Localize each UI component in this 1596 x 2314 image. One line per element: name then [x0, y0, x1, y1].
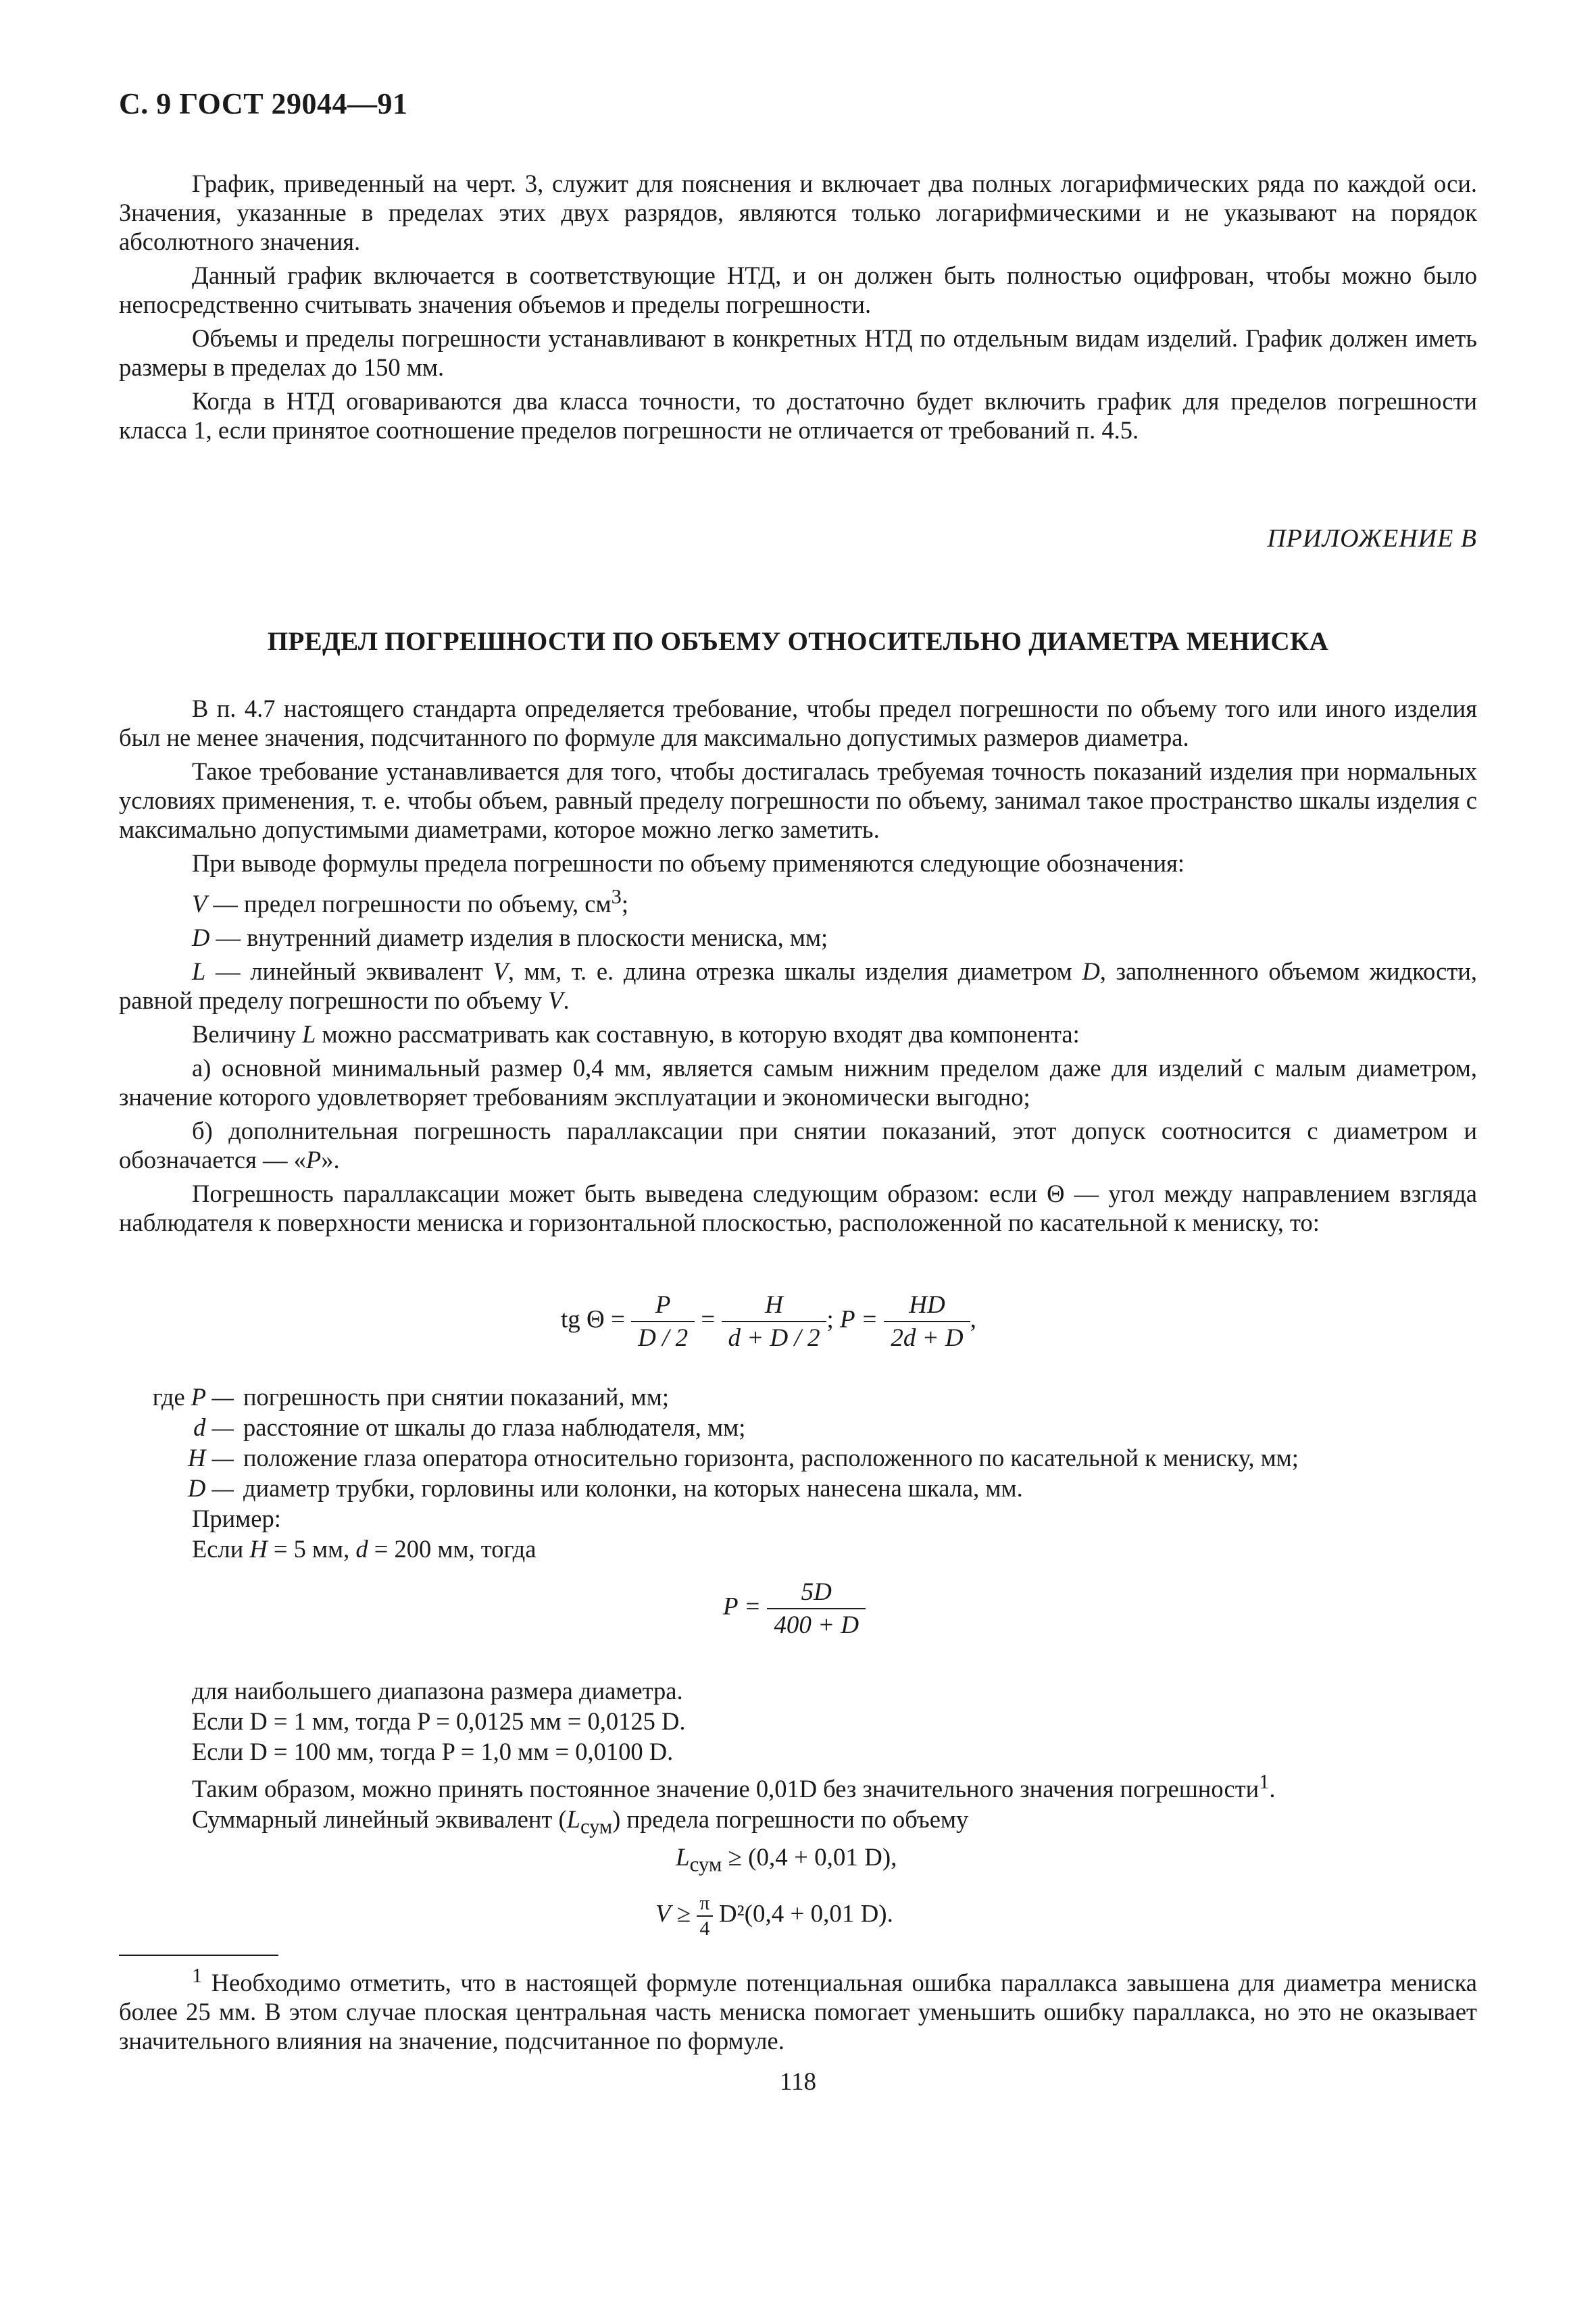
intro-section — [119, 169, 1477, 449]
where-row: где P — погрешность при снятии показаний, мм; — [152, 1383, 669, 1411]
formula-parallax: tg Θ = $\frac{P}{D / 2}$ = $\frac{H}{d + D / 2}$ ; P = $\frac{HD}{2d + D}$ , — [561, 1291, 976, 1352]
where-list — [119, 1382, 1477, 1564]
where-row: d — расстояние от шкалы до глаза наблюдателя, мм; — [193, 1413, 746, 1441]
result-line: Суммарный линейный эквивалент $(L_{сум})$ предела погрешности по объему — [192, 1805, 969, 1838]
results — [192, 1676, 1476, 1842]
body-section — [119, 694, 1477, 1242]
paragraph: Данный график включается в соответствующие НТД, и он должен быть полностью оцифрован, чтобы можно было непосредственно считывать значения объемов и пределы погрешности. — [119, 261, 1477, 318]
page-header: С. 9 ГОСТ 29044—91 — [119, 87, 408, 120]
where-row: D — диаметр трубки, горловины или колонки, на которых нанесена шкала, мм. — [188, 1474, 1023, 1502]
paragraph: Погрешность параллаксации может быть выведена следующим образом: если Θ — угол между направлением взгляда наблюдателя к поверхности мениска и горизонтальной плоскостью, расположенной по касательной к мениску, то: — [119, 1180, 1477, 1237]
paragraph: Когда в НТД оговариваются два класса точности, то достаточно будет включить график для пределов погрешности класса 1, если принятое соотношение пределов погрешности не отличается от требований п. 4.5. — [119, 387, 1477, 444]
example-condition: Если H = 5 мм, d = 200 мм, тогда — [192, 1535, 537, 1563]
formula-example: P = $\frac{5D}{400 + D}$ — [723, 1578, 866, 1640]
fraction: $\frac{\pi}{4}$ — [697, 1892, 712, 1940]
footnote-divider — [119, 1955, 278, 1956]
annex-label: ПРИЛОЖЕНИЕ В — [1267, 524, 1477, 553]
paragraph: Объемы и пределы погрешности устанавливают в конкретных НТД по отдельным видам изделий. График должен иметь размеры в пределах до 150 мм. — [119, 324, 1477, 381]
fraction: $\frac{H}{d + D / 2}$ — [722, 1290, 827, 1353]
definition-l: L — линейный эквивалент V, мм, т. е. длина отрезка шкалы изделия диаметром D, заполненного объемом жидкости, равной пределу погрешности по объему V. — [119, 957, 1477, 1015]
formula-sum: $L_{сум} \ge (0,4 + 0,01$ D), — [676, 1844, 897, 1876]
result-line: Если D = 100 мм, тогда P = 1,0 мм = 0,0100 D. — [192, 1738, 674, 1765]
paragraph: График, приведенный на черт. 3, служит для пояснения и включает два полных логарифмических ряда по каждой оси. Значения, указанные в пределах этих двух разрядов, являются только логарифмическими и не указывают на порядок абсолютного значения. — [119, 170, 1477, 255]
paragraph: Такое требование устанавливается для того, чтобы достигалась требуемая точность показаний изделия при нормальных условиях применения, т. е. чтобы объем, равный пределу погрешности по объему, занимал такое пространство шкалы изделия с максимально допустимыми диаметрами, которое можно легко заметить. — [119, 757, 1477, 843]
formula-volume: V ≥ $\frac{\pi}{4}$ D²(0,4 + 0,01 D). — [655, 1892, 893, 1940]
page-number: 118 — [779, 2068, 817, 2096]
example-label: Пример: — [192, 1505, 281, 1532]
result-line: для наибольшего диапазона размера диаметра. — [192, 1677, 683, 1705]
list-item-b: б) дополнительная погрешность параллаксации при снятии показаний, этот допуск соотносится с диаметром и обозначается — «P». — [119, 1117, 1477, 1174]
fraction: $\frac{5D}{400 + D}$ — [767, 1578, 866, 1640]
definition-v: V — предел погрешности по объему, $см^3$; — [192, 885, 628, 918]
paragraph: При выводе формулы предела погрешности по объему применяются следующие обозначения: — [192, 849, 1185, 877]
paragraph: Величину L можно рассматривать как составную, в которую входят два компонента: — [192, 1020, 1080, 1049]
footnote: $^1$ Необходимо отметить, что в настоящей формуле потенциальная ошибка параллакса завышена для диаметра мениска более 25 мм. В этом случае плоская центральная часть мениска помогает уменьшить ошибку параллакса, но это не оказывает значительного влияния на значение, подсчитанное по формуле. — [119, 1964, 1477, 2055]
result-line: Если D = 1 мм, тогда P = 0,0125 мм = 0,0125 D. — [192, 1707, 686, 1735]
section-title: ПРЕДЕЛ ПОГРЕШНОСТИ ПО ОБЪЕМУ ОТНОСИТЕЛЬНО ДИАМЕТРА МЕНИСКА — [267, 627, 1329, 656]
definition-d: D — внутренний диаметр изделия в плоскости мениска, мм; — [192, 924, 828, 952]
fraction: $\frac{HD}{2d + D}$ — [884, 1290, 970, 1353]
result-line: Таким образом, можно принять постоянное значение 0,01D без значительного значения погрешности$^1$. — [192, 1770, 1276, 1803]
where-row: H — положение глаза оператора относительно горизонта, расположенного по касательной к мениску, мм; — [188, 1444, 1299, 1472]
paragraph: В п. 4.7 настоящего стандарта определяется требование, чтобы предел погрешности по объему того или иного изделия был не менее значения, подсчитанного по формуле для максимально допустимых размеров диаметра. — [119, 695, 1477, 751]
list-item-a: а) основной минимальный размер 0,4 мм, является самым нижним пределом даже для изделий с малым диаметром, значение которого удовлетворяет требованиям эксплуатации и экономически выгодно; — [119, 1054, 1477, 1111]
fraction: $\frac{P}{D / 2}$ — [631, 1290, 695, 1353]
